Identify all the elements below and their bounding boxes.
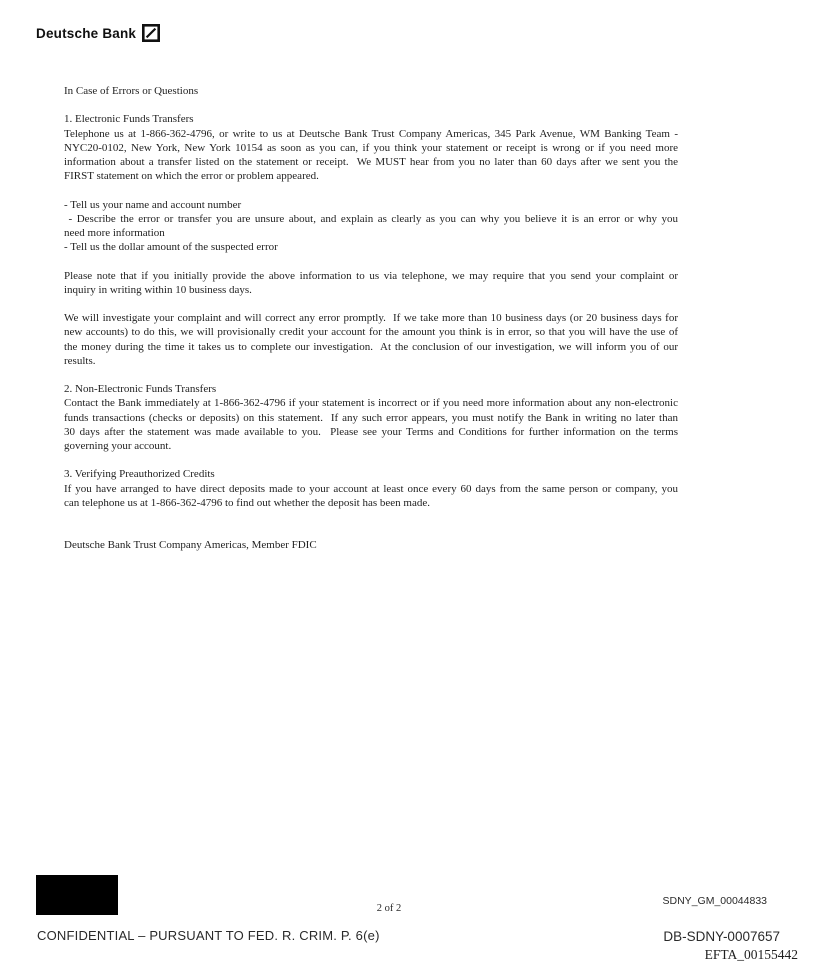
bates-number-sdny-gm: SDNY_GM_00044833 [662, 895, 767, 907]
document-line: 30 days after the statement was made available to you. Please see your Terms and Conditions for further information on the terms [64, 425, 678, 438]
document-line: 2. Non-Electronic Funds Transfers [64, 383, 217, 396]
bates-number-db-sdny: DB-SDNY-0007657 [663, 929, 780, 944]
document-line: 3. Verifying Preauthorized Credits [64, 468, 215, 481]
document-line: - Tell us the dollar amount of the suspected error [64, 241, 278, 254]
document-line: 1. Electronic Funds Transfers [64, 113, 194, 126]
document-line: Telephone us at 1-866-362-4796, or write to us at Deutsche Bank Trust Company Americas, 345 Park Avenue, WM Banking Team - [64, 127, 678, 140]
document-line: If you have arranged to have direct deposits made to your account at least once every 60 days from the same person or company, you [64, 482, 678, 495]
document-line: inquiry in writing within 10 business days. [64, 283, 252, 296]
document-line: results. [64, 354, 96, 367]
page-number: 2 of 2 [376, 903, 402, 914]
confidentiality-notice: CONFIDENTIAL – PURSUANT TO FED. R. CRIM. P. 6(e) [37, 928, 380, 943]
paragraph-spacer [64, 453, 678, 467]
document-line: NYC20-0102, New York, New York 10154 as soon as you can, if you think your statement or receipt is wrong or if you need more [64, 141, 678, 154]
paragraph-spacer [64, 254, 678, 268]
paragraph-spacer [64, 510, 678, 538]
deutsche-bank-slash-square-icon [142, 24, 160, 42]
document-line: We will investigate your complaint and will correct any error promptly. If we take more than 10 business days (or 20 business days for [64, 312, 678, 325]
document-line: Contact the Bank immediately at 1-866-362-4796 if your statement is incorrect or if you need more information about any non-electronic [64, 397, 678, 410]
document-line: the money during the time it takes us to complete our investigation. At the conclusion of our investigation, we will inform you of our [64, 340, 678, 353]
document-line: FIRST statement on which the error or problem appeared. [64, 170, 319, 183]
document-line: can telephone us at 1-866-362-4796 to find out whether the deposit has been made. [64, 496, 430, 509]
document-line: Please note that if you initially provide the above information to us via telephone, we may require that you send your complaint or [64, 269, 678, 282]
document-line: funds transactions (checks or deposits) on this statement. If any such error appears, you must notify the Bank in writing no later than [64, 411, 678, 424]
document-line: information about a transfer listed on the statement or receipt. We MUST hear from you no later than 60 days after we sent you the [64, 156, 678, 168]
paragraph-spacer [64, 368, 678, 382]
document-body [64, 84, 678, 553]
document-line: - Describe the error or transfer you are unsure about, and explain as clearly as you can why you believe it is an error or why you [64, 212, 679, 225]
document-line: new accounts) to do this, we will provisionally credit your account for the amount you think is in error, so that you will have the use of [64, 326, 678, 339]
paragraph-spacer [64, 183, 678, 197]
document-line: In Case of Errors or Questions [64, 85, 199, 97]
document-line: - Tell us your name and account number [64, 198, 242, 211]
logo-wordmark: Deutsche Bank [36, 25, 137, 41]
paragraph-spacer [64, 297, 678, 311]
document-line: Deutsche Bank Trust Company Americas, Member FDIC [64, 539, 317, 552]
deutsche-bank-logo [36, 24, 160, 42]
bates-number-efta: EFTA_00155442 [704, 947, 798, 962]
document-line: need more information [64, 227, 165, 239]
document-line: governing your account. [64, 440, 172, 452]
paragraph-spacer [64, 98, 678, 112]
